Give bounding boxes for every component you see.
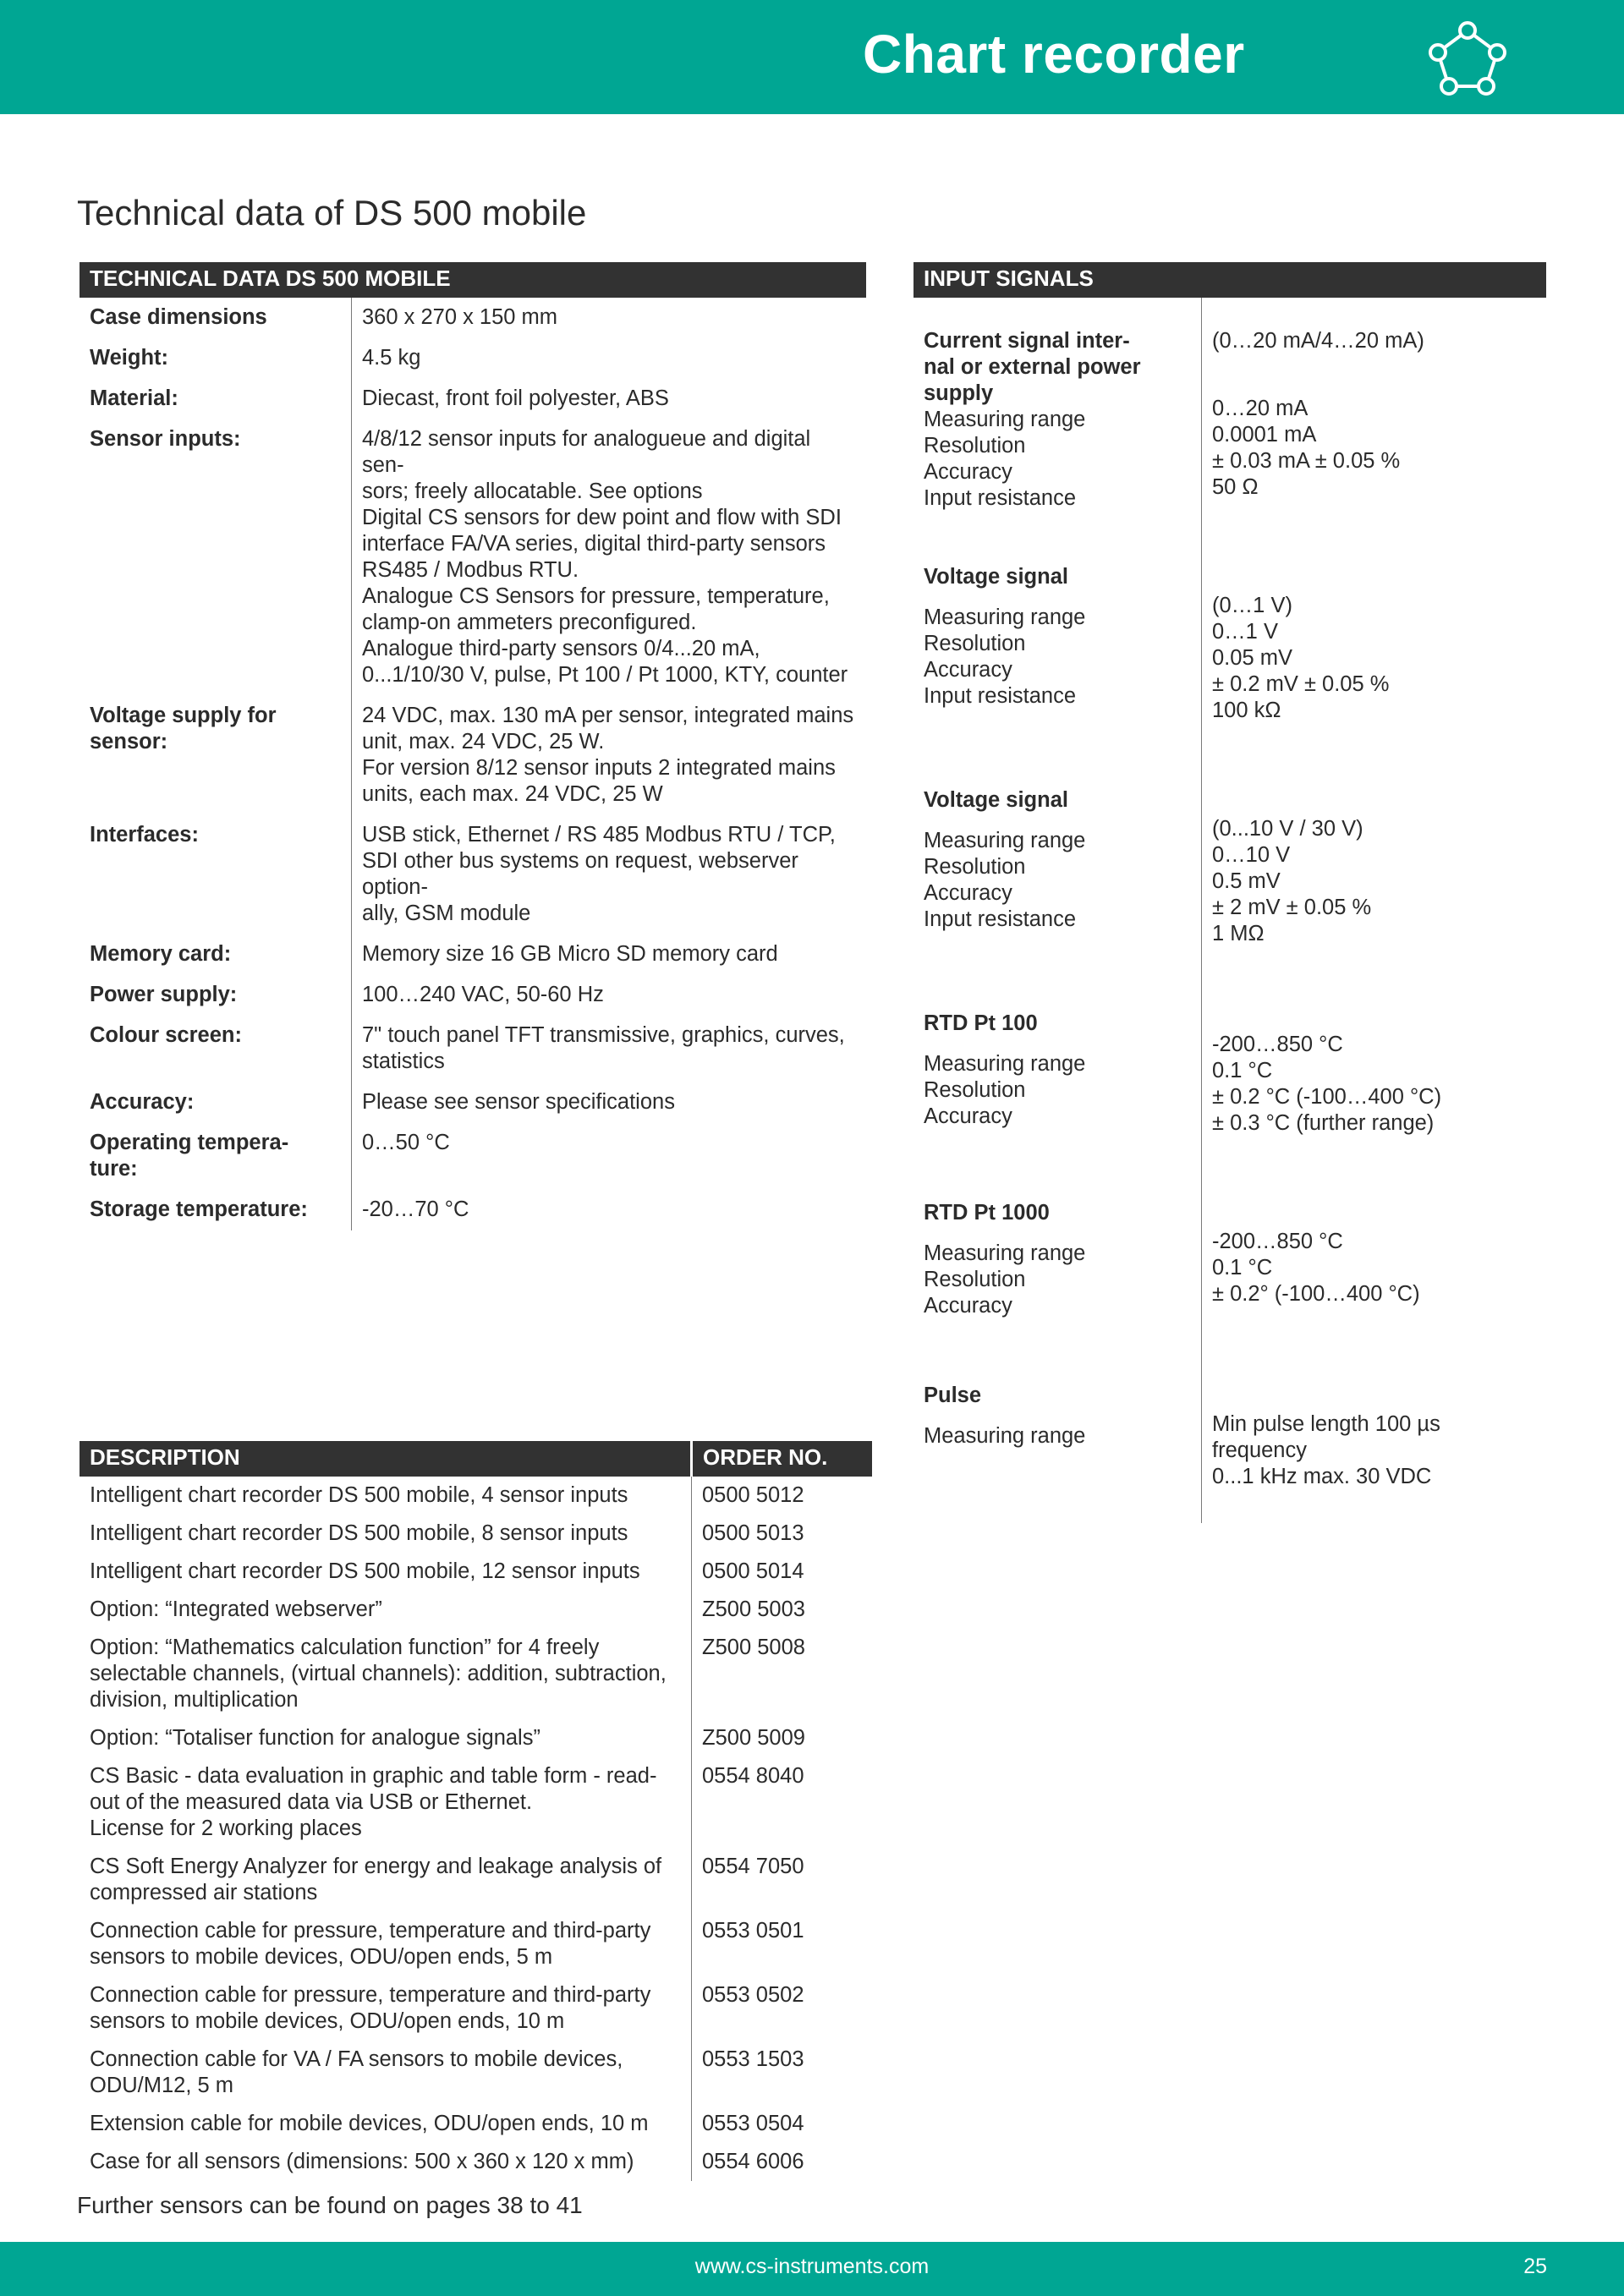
signal-values: -200…850 °C 0.1 °C ± 0.2 °C (-100…400 °C) ± 0.3 °C (further range) bbox=[1212, 1033, 1442, 1135]
signal-values: Min pulse length 100 µs frequency 0...1 kHz max. 30 VDC bbox=[1212, 1412, 1440, 1488]
signal-labels: Measuring range Resolution Accuracy bbox=[924, 1241, 1086, 1318]
signal-values: -200…850 °C 0.1 °C ± 0.2° (-100…400 °C) bbox=[1212, 1230, 1420, 1306]
order-number: 0553 0504 bbox=[692, 2105, 873, 2143]
tech-label: Power supply: bbox=[90, 983, 238, 1006]
order-row bbox=[80, 2105, 872, 2143]
tech-row bbox=[80, 696, 866, 815]
tech-value: Memory size 16 GB Micro SD memory card bbox=[352, 934, 867, 975]
tech-label: Colour screen: bbox=[90, 1023, 242, 1047]
technical-data-table bbox=[80, 262, 866, 1230]
order-row bbox=[80, 2041, 872, 2105]
signal-title: Voltage signal bbox=[924, 788, 1068, 812]
signal-labels: Measuring range Resolution Accuracy bbox=[924, 1052, 1086, 1128]
tech-label: Sensor inputs: bbox=[90, 427, 241, 451]
tech-value: 24 VDC, max. 130 mA per sensor, integrated mains unit, max. 24 VDC, 25 W. For version 8/12 sensor inputs 2 integrated mains units, each max. 24 VDC, 25 W bbox=[352, 696, 867, 815]
signal-values: 0…20 mA 0.0001 mA ± 0.03 mA ± 0.05 % 50 Ω bbox=[1212, 397, 1401, 499]
signal-title: RTD Pt 100 bbox=[924, 1011, 1038, 1035]
tech-value: 4.5 kg bbox=[352, 338, 867, 379]
order-description: Connection cable for VA / FA sensors to mobile devices, ODU/M12, 5 m bbox=[90, 2047, 623, 2097]
order-number: 0554 7050 bbox=[692, 1848, 873, 1912]
order-number: Z500 5009 bbox=[692, 1719, 873, 1757]
tech-row bbox=[80, 1123, 866, 1190]
input-signals-table bbox=[914, 262, 1546, 1523]
order-description: Option: “Integrated webserver” bbox=[90, 1597, 382, 1621]
order-description: Option: “Totaliser function for analogue signals” bbox=[90, 1726, 540, 1750]
signal-labels: Measuring range bbox=[924, 1424, 1086, 1448]
header-title: Chart recorder bbox=[863, 24, 1245, 85]
tech-label: Weight: bbox=[90, 346, 169, 370]
order-description: Extension cable for mobile devices, ODU/open ends, 10 m bbox=[90, 2112, 649, 2135]
order-row bbox=[80, 1591, 872, 1629]
tech-row bbox=[80, 298, 866, 338]
tech-label: Memory card: bbox=[90, 942, 232, 966]
order-no-column-header: ORDER NO. bbox=[692, 1441, 873, 1477]
page-number: 25 bbox=[1523, 2255, 1547, 2278]
tech-value: Diecast, front foil polyester, ABS bbox=[352, 379, 867, 419]
signal-values: (0…1 V) 0…1 V 0.05 mV ± 0.2 mV ± 0.05 % 100 kΩ bbox=[1212, 594, 1390, 722]
tech-row bbox=[80, 419, 866, 696]
tech-value: 100…240 VAC, 50-60 Hz bbox=[352, 975, 867, 1016]
signal-header-value: (0…20 mA/4…20 mA) bbox=[1212, 329, 1424, 353]
signal-labels: Measuring range Resolution Accuracy Input resistance bbox=[924, 829, 1086, 931]
order-description: Case for all sensors (dimensions: 500 x 360 x 120 x mm) bbox=[90, 2150, 634, 2173]
signal-group-pulse bbox=[914, 1352, 1546, 1523]
tech-value: 360 x 270 x 150 mm bbox=[352, 298, 867, 338]
signal-labels: Measuring range Resolution Accuracy Input resistance bbox=[924, 408, 1086, 510]
tech-row bbox=[80, 975, 866, 1016]
order-description: Intelligent chart recorder DS 500 mobile, 12 sensor inputs bbox=[90, 1559, 640, 1583]
signal-group-pt1000 bbox=[914, 1170, 1546, 1352]
order-number: 0554 8040 bbox=[692, 1757, 873, 1848]
tech-label: Storage temperature: bbox=[90, 1197, 308, 1221]
signal-values: (0...10 V / 30 V) 0…10 V 0.5 mV ± 2 mV ± 0.05 % 1 MΩ bbox=[1212, 817, 1372, 945]
order-row bbox=[80, 1515, 872, 1553]
tech-label: Voltage supply for sensor: bbox=[90, 704, 277, 753]
order-row bbox=[80, 1629, 872, 1719]
tech-label: Material: bbox=[90, 386, 178, 410]
pentagon-network-icon bbox=[1425, 19, 1510, 103]
technical-data-heading: TECHNICAL DATA DS 500 MOBILE bbox=[80, 262, 866, 298]
signal-title: Current signal inter- nal or external power supply bbox=[924, 329, 1141, 405]
signal-group-current bbox=[914, 298, 1546, 534]
tech-row bbox=[80, 379, 866, 419]
order-number: 0500 5014 bbox=[692, 1553, 873, 1591]
tech-value: Please see sensor specifications bbox=[352, 1082, 867, 1123]
page-header bbox=[0, 0, 1624, 114]
tech-value: 4/8/12 sensor inputs for analogueue and digital sen- sors; freely allocatable. See options Digital CS sensors for dew point and flow with SDI interface FA/VA series, digital third-party sensors RS485 / Modbus RTU. Analogue CS Sensors for pressure, temperature, clamp-on ammeters preconfigured. Analogue third-party sensors 0/4...20 mA, 0...1/10/30 V, pulse, Pt 100 / Pt 1000, KTY, counter bbox=[352, 419, 867, 696]
order-description: CS Basic - data evaluation in graphic and table form - read- out of the measured data via USB or Ethernet. License for 2 working places bbox=[90, 1764, 657, 1840]
tech-label: Case dimensions bbox=[90, 305, 267, 329]
tech-value: 7" touch panel TFT transmissive, graphics, curves, statistics bbox=[352, 1016, 867, 1082]
order-number: 0500 5012 bbox=[692, 1477, 873, 1515]
order-row bbox=[80, 2143, 872, 2181]
tech-row bbox=[80, 338, 866, 379]
tech-row bbox=[80, 1082, 866, 1123]
tech-value: 0…50 °C bbox=[352, 1123, 867, 1190]
tech-value: USB stick, Ethernet / RS 485 Modbus RTU / TCP, SDI other bus systems on request, webserver option- ally, GSM module bbox=[352, 815, 867, 934]
order-description: Intelligent chart recorder DS 500 mobile, 4 sensor inputs bbox=[90, 1483, 628, 1507]
tech-value: -20…70 °C bbox=[352, 1190, 867, 1230]
order-number: 0500 5013 bbox=[692, 1515, 873, 1553]
order-description: CS Soft Energy Analyzer for energy and leakage analysis of compressed air stations bbox=[90, 1855, 662, 1904]
tech-label: Accuracy: bbox=[90, 1090, 195, 1114]
signal-title: RTD Pt 1000 bbox=[924, 1201, 1050, 1225]
tech-row bbox=[80, 1190, 866, 1230]
order-row bbox=[80, 1757, 872, 1848]
signal-group-voltage-2 bbox=[914, 757, 1546, 980]
order-description: Connection cable for pressure, temperature and third-party sensors to mobile devices, ODU/open ends, 5 m bbox=[90, 1919, 651, 1969]
order-row bbox=[80, 1719, 872, 1757]
signal-group-voltage-1 bbox=[914, 534, 1546, 757]
order-number: 0553 1503 bbox=[692, 2041, 873, 2105]
order-table bbox=[80, 1441, 872, 2181]
order-row bbox=[80, 1477, 872, 1515]
order-description: Option: “Mathematics calculation function” for 4 freely selectable channels, (virtual channels): addition, subtraction, division, multiplication bbox=[90, 1636, 667, 1712]
order-number: 0553 0501 bbox=[692, 1912, 873, 1976]
order-description: Intelligent chart recorder DS 500 mobile, 8 sensor inputs bbox=[90, 1521, 628, 1545]
signal-labels: Measuring range Resolution Accuracy Input resistance bbox=[924, 606, 1086, 708]
tech-row bbox=[80, 934, 866, 975]
order-number: Z500 5003 bbox=[692, 1591, 873, 1629]
signal-title: Pulse bbox=[924, 1384, 982, 1407]
page-footer bbox=[0, 2242, 1624, 2296]
tech-row bbox=[80, 1016, 866, 1082]
order-description: Connection cable for pressure, temperature and third-party sensors to mobile devices, ODU/open ends, 10 m bbox=[90, 1983, 651, 2033]
footer-url[interactable]: www.cs-instruments.com bbox=[694, 2255, 930, 2278]
description-column-header: DESCRIPTION bbox=[80, 1441, 692, 1477]
order-row bbox=[80, 1848, 872, 1912]
order-number: 0553 0502 bbox=[692, 1976, 873, 2041]
input-signals-heading: INPUT SIGNALS bbox=[914, 262, 1546, 298]
tech-label: Interfaces: bbox=[90, 823, 199, 847]
order-row bbox=[80, 1553, 872, 1591]
page-title: Technical data of DS 500 mobile bbox=[77, 193, 587, 233]
order-row bbox=[80, 1976, 872, 2041]
signal-group-pt100 bbox=[914, 980, 1546, 1170]
order-number: 0554 6006 bbox=[692, 2143, 873, 2181]
signal-title: Voltage signal bbox=[924, 565, 1068, 589]
order-number: Z500 5008 bbox=[692, 1629, 873, 1719]
order-row bbox=[80, 1912, 872, 1976]
footnote: Further sensors can be found on pages 38 to 41 bbox=[77, 2192, 583, 2218]
tech-label: Operating tempera- ture: bbox=[90, 1131, 289, 1181]
tech-row bbox=[80, 815, 866, 934]
